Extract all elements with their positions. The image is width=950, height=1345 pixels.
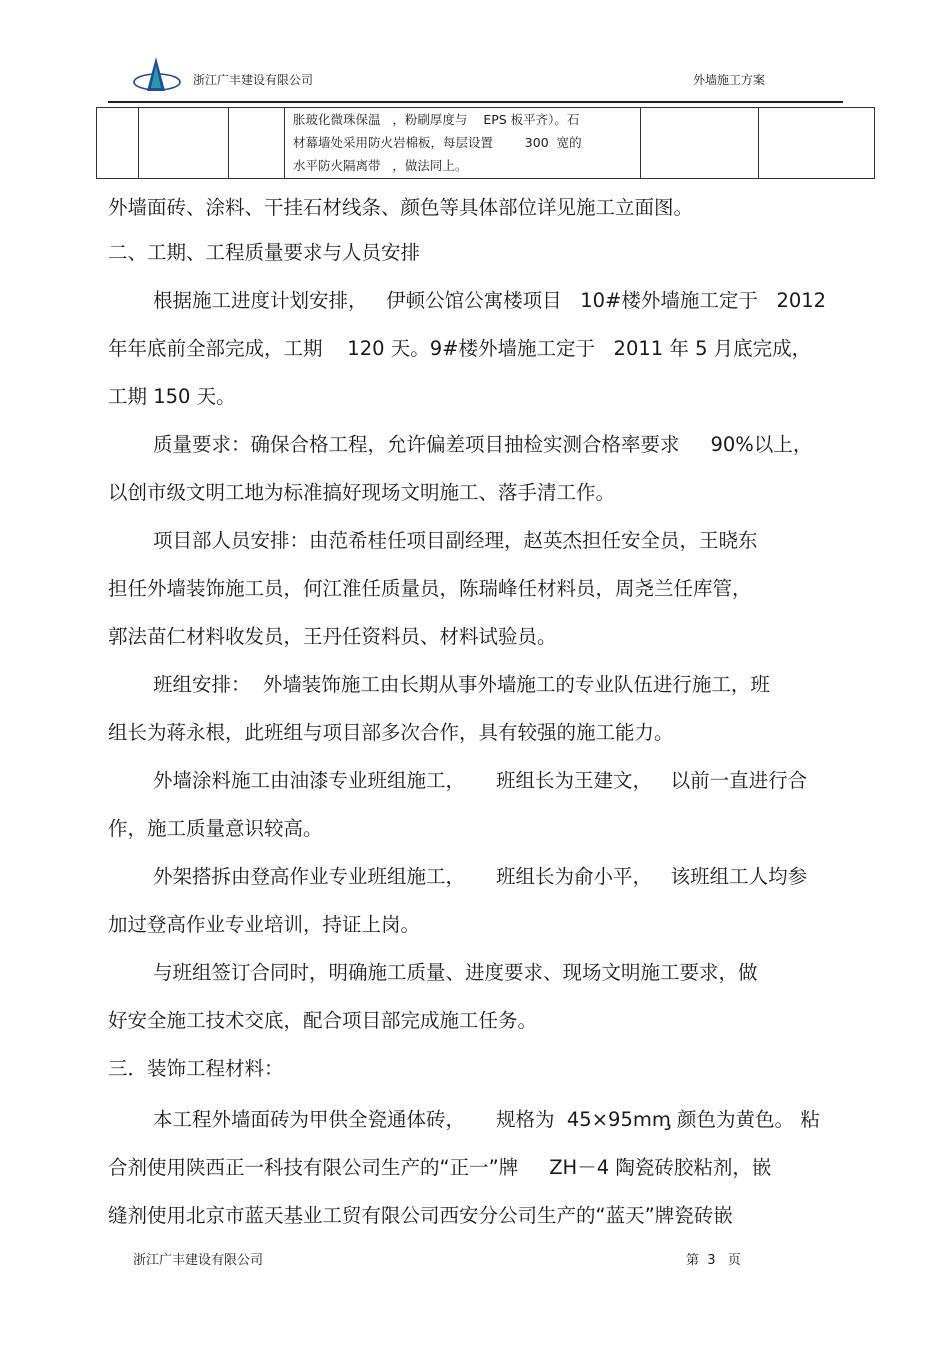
table-text-line: 材幕墙处采用防火岩棉板，每层设置 300 宽的	[293, 135, 582, 150]
header-document-title: 外墙施工方案	[693, 73, 766, 87]
table-cell-description	[285, 108, 641, 179]
header-company-name: 浙江广丰建设有限公司	[193, 73, 314, 87]
table-cell	[229, 108, 285, 179]
body-paragraph-line: 加过登高作业专业培训，持证上岗。	[108, 913, 421, 936]
body-paragraph-line: 年年底前全部完成，工期 120 天。9#楼外墙施工定于 2011 年 5 月底完成，	[108, 337, 812, 360]
table-cell	[97, 108, 139, 179]
body-paragraph-line: 以创市级文明工地为标准搞好现场文明施工、落手清工作。	[108, 481, 616, 504]
body-paragraph-line: 工期 150 天。	[108, 385, 236, 408]
body-paragraph-line: 外墙面砖、涂料、干挂石材线条、颜色等具体部位详见施工立面图。	[108, 196, 694, 219]
body-paragraph-line: 质量要求：确保合格工程，允许偏差项目抽检实测合格率要求 90%以上，	[153, 433, 813, 456]
table-cell	[641, 108, 759, 179]
body-paragraph-line: 郭法苗仁材料收发员，王丹任资料员、材料试验员。	[108, 625, 557, 648]
footer-page-number: 第 3 页	[686, 1253, 741, 1268]
body-paragraph-line: 组长为蒋永根，此班组与项目部多次合作，具有较强的施工能力。	[108, 721, 674, 744]
table-text-line: 胀玻化微珠保温 ，粉刷厚度与 EPS 板平齐）。石	[293, 112, 580, 127]
table-text-line: 水平防火隔离带 ，做法同上。	[293, 158, 468, 173]
table-cell	[139, 108, 229, 179]
footer-company-name: 浙江广丰建设有限公司	[133, 1253, 264, 1268]
body-paragraph-line: 外架搭拆由登高作业专业班组施工， 班组长为俞小平， 该班组工人均参	[153, 865, 808, 888]
body-paragraph-line: 好安全施工技术交底，配合项目部完成施工任务。	[108, 1009, 538, 1032]
body-paragraph-line: 根据施工进度计划安排， 伊顿公馆公寓楼项目 10#楼外墙施工定于 2012	[153, 289, 827, 312]
body-paragraph-line: 项目部人员安排：由范希桂任项目副经理，赵英杰担任安全员，王晓东	[153, 529, 758, 552]
section-heading: 三．装饰工程材料：	[108, 1057, 284, 1080]
company-logo-icon	[132, 55, 182, 97]
body-paragraph-line: 班组安排： 外墙装饰施工由长期从事外墙施工的专业队伍进行施工，班	[153, 673, 770, 696]
body-paragraph-line: 缝剂使用北京市蓝天基业工贸有限公司西安分公司生产的“蓝天”牌瓷砖嵌	[108, 1204, 733, 1227]
header-divider	[108, 101, 843, 103]
body-paragraph-line: 本工程外墙面砖为甲供全瓷通体砖， 规格为 45×95mm̡ 颜色为黄色。 粘	[153, 1108, 820, 1131]
body-paragraph-line: 外墙涂料施工由油漆专业班组施工， 班组长为王建文， 以前一直进行合	[153, 769, 808, 792]
construction-table-fragment	[96, 107, 875, 179]
body-paragraph-line: 担任外墙装饰施工员，何江淮任质量员，陈瑞峰任材料员，周尧兰任库管，	[108, 577, 752, 600]
body-paragraph-line: 作，施工质量意识较高。	[108, 817, 323, 840]
table-row	[97, 108, 875, 179]
body-paragraph-line: 合剂使用陕西正一科技有限公司生产的“正一”牌 ZH－4 陶瓷砖胶粘剂，嵌	[108, 1156, 772, 1179]
section-heading: 二、工期、工程质量要求与人员安排	[108, 241, 421, 264]
body-paragraph-line: 与班组签订合同时，明确施工质量、进度要求、现场文明施工要求，做	[153, 961, 758, 984]
table-cell	[759, 108, 875, 179]
